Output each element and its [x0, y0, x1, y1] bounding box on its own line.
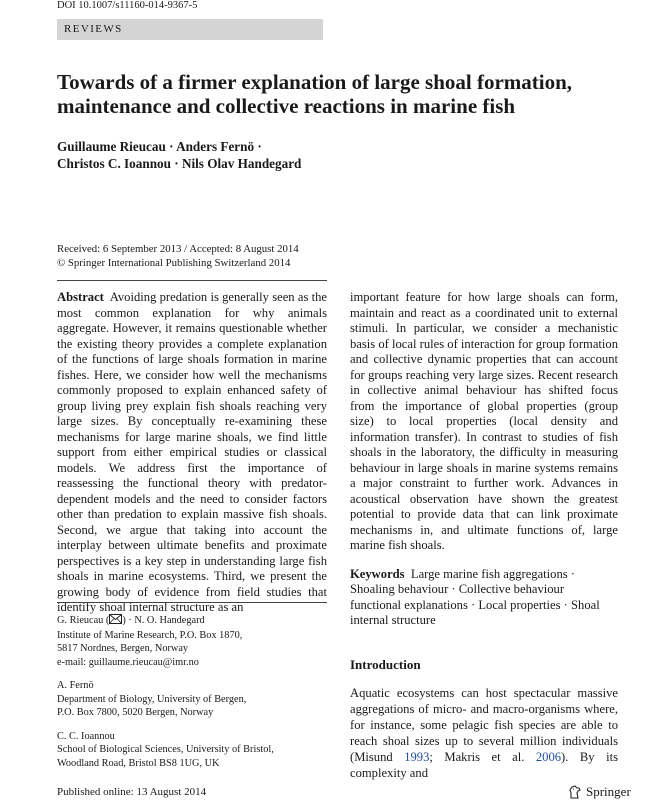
- envelope-icon[interactable]: [109, 614, 122, 629]
- publisher-name: Springer: [586, 784, 631, 799]
- affiliation-1-names-after: ) · N. O. Handegard: [122, 615, 205, 626]
- affiliation-3-line-2: School of Biological Sciences, University of Bristol,: [57, 744, 274, 755]
- affiliation-2-names: A. Fernö: [57, 680, 94, 691]
- abstract-rule-top: [57, 280, 327, 281]
- authors: [57, 138, 457, 172]
- keywords: [350, 567, 618, 629]
- affiliation-2: [57, 679, 327, 720]
- keywords-label: Keywords: [350, 566, 405, 581]
- abstract-text-part1: Avoiding predation is generally seen as the most common explanation for why animals aggregate. However, it remains questionable whether the existing theory provides a complete explanation of the functions of large shoals formation in marine fishes. Here, we consider how well the mechanisms commonly proposed to explain enhanced safety of group living prey explain fish shoals reaching very large sizes. By conceptually re-examining these mechanisms for large marine shoals, we find little support from either empirical studies or classical models. We address first the importance of reassessing the functional theory with predator-dependent models and the need to consider factors other than predation to explain massive fish shoals. Second, we argue that taking into account the interplay between ultimate benefits and proximate perspectives is a key step in understanding large fish shoals in marine ecosystems. Third, we present the growing body of evidence from field studies that identify shoal internal structure as an: [57, 290, 327, 614]
- introduction-body: [350, 685, 618, 781]
- intro-text-middle: ; Makris et al.: [429, 750, 536, 764]
- abstract-text-part2: important feature for how large shoals can form, maintain and react as a coordinated unit to external stimuli. In particular, we consider a mechanistic basis of local rules of interaction for group formation and collective dynamic properties that can account for groups reaching very large sizes. Recent research in collective animal behaviour has shifted focus from the importance of global properties (group size) to local properties (local density and information transfer). In contrast to studies of fish shoals in the laboratory, the difficulty in measuring behaviour in large shoals in marine systems remains a major constraint to further work. Advances in acoustical observation have shown the greatest potential to provide data that can link proximate mechanisms in, and ultimate functions of, large marine fish shoals.: [350, 290, 618, 552]
- affiliation-3: [57, 730, 327, 771]
- intro-text-before: Aquatic ecosystems can host spectacular massive aggregations of micro- and macro-organisms where, for instance, some pelagic fish species are able to reach shoal sizes up to several million individuals (Misund: [350, 686, 618, 764]
- affiliation-1-email[interactable]: e-mail: guillaume.rieucau@imr.no: [57, 656, 199, 668]
- citation-misund[interactable]: 1993: [404, 750, 430, 764]
- affiliation-3-names: C. C. Ioannou: [57, 730, 115, 742]
- affiliation-1-names: [57, 614, 327, 629]
- authors-line-2: Christos C. Ioannou · Nils Olav Handegard: [57, 156, 302, 171]
- dates: [57, 242, 457, 270]
- doi: DOI 10.1007/s11160-014-9367-5: [57, 0, 198, 11]
- affiliation-1: [57, 614, 327, 669]
- abstract-right-column: [350, 290, 618, 629]
- keywords-text: Large marine fish aggregations · Shoaling behaviour · Collective behaviour functional explanations · Local properties · Shoal internal structure: [350, 566, 600, 627]
- affiliation-2-line-2: Department of Biology, University of Bergen,: [57, 693, 247, 705]
- affiliations: [57, 614, 327, 780]
- affiliation-1-names-before: G. Rieucau (: [57, 615, 110, 626]
- abstract-label: Abstract: [57, 290, 104, 304]
- affiliation-2-line-3: P.O. Box 7800, 5020 Bergen, Norway: [57, 707, 214, 718]
- intro-text-after: ). By its complexity and: [350, 750, 618, 780]
- section-banner: REVIEWS: [57, 19, 323, 40]
- citation-makris[interactable]: 2006: [535, 750, 562, 764]
- copyright: © Springer International Publishing Switzerland 2014: [57, 257, 291, 269]
- title-line-2: maintenance and collective reactions in marine fish: [57, 94, 516, 118]
- abstract-left-column: [57, 290, 327, 616]
- affiliation-1-line-2: Institute of Marine Research, P.O. Box 1870,: [57, 629, 243, 641]
- affiliation-3-line-3: Woodland Road, Bristol BS8 1UG, UK: [57, 757, 220, 769]
- authors-line-1: Guillaume Rieucau · Anders Fernö ·: [57, 139, 262, 154]
- received-accepted: Received: 6 September 2013 / Accepted: 8 August 2014: [57, 243, 299, 255]
- introduction-heading: Introduction: [350, 657, 421, 672]
- article-title: [57, 70, 617, 118]
- abstract-rule-bottom: [57, 602, 327, 603]
- springer-logo: [568, 784, 631, 800]
- springer-horse-icon: [568, 785, 582, 799]
- title-line-1: Towards of a firmer explanation of large shoal formation,: [57, 70, 573, 94]
- affiliation-1-line-3: 5817 Nordnes, Bergen, Norway: [57, 643, 189, 654]
- published-online: Published online: 13 August 2014: [57, 786, 207, 798]
